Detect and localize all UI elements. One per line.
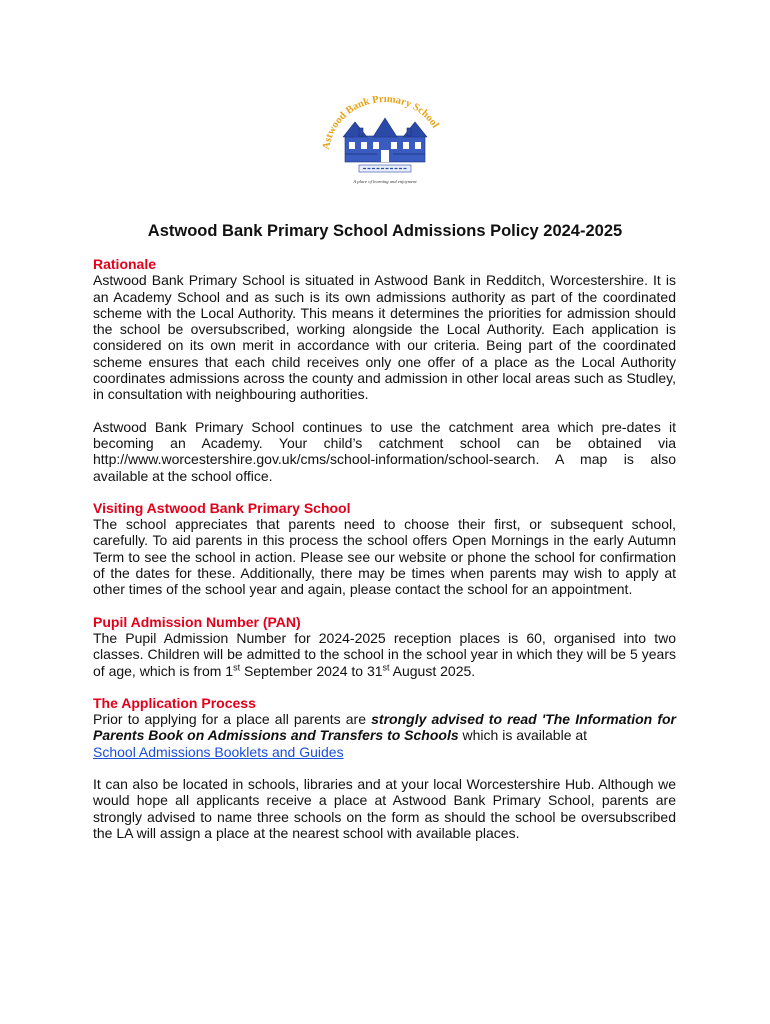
section-rationale bbox=[93, 256, 676, 484]
pan-heading: Pupil Admission Number (PAN) bbox=[93, 613, 301, 630]
page-title: Astwood Bank Primary School Admissions Policy 2024-2025 bbox=[147, 222, 623, 240]
application-heading: The Application Process bbox=[93, 694, 256, 711]
visiting-paragraph: The school appreciates that parents need to choose their first, or subsequent school, carefully. To aid parents in this process the school offers Open Mornings in the early Autumn Term to see the school in action. Please see our website or phone the school for confirmation of the dates for these. Additionally, there may be times when parents may wish to apply at other times of the school year and again, please contact the school for an appointment. bbox=[93, 516, 676, 598]
pan-text-3: August 2025. bbox=[389, 662, 476, 679]
pan-paragraph bbox=[93, 630, 676, 679]
application-text-after: which is available at bbox=[458, 727, 588, 744]
admissions-booklets-link[interactable]: School Admissions Booklets and Guides bbox=[93, 743, 344, 760]
pan-text-2: September 2024 to 31 bbox=[240, 662, 383, 679]
svg-text:A place of learning and enjoym: A place of learning and enjoyment bbox=[353, 179, 417, 184]
application-paragraph-2: It can also be located in schools, libraries and at your local Worcestershire Hub. Although we would hope all applicants receive a place at Astwood Bank Primary School, parents are strongly advised to name three schools on the form as should the school be oversubscribed the LA will assign a place at the nearest school with available places. bbox=[93, 776, 676, 841]
visiting-heading: Visiting Astwood Bank Primary School bbox=[93, 499, 351, 516]
section-visiting bbox=[93, 500, 676, 598]
rationale-paragraph-1: Astwood Bank Primary School is situated in Astwood Bank in Redditch, Worcestershire. It is an Academy School and as such is its own admissions authority as part of the coordinated scheme with the Local Authority. This means it determines the priorities for admission should the school be oversubscribed, working alongside the Local Authority. Each application is considered on its own merit in accordance with our criteria. Being part of the coordinated scheme ensures that each child receives only one offer of a place as the Local Authority coordinates admissions across the county and admission in other local areas such as Studley, in consultation with neighbouring authorities. bbox=[93, 272, 676, 403]
pan-text-1: The Pupil Admission Number for 2024-2025 reception places is 60, organised into two classes. Children will be admitted to the school in the school year in which they will be 5 years of age, which is from 1 bbox=[93, 629, 676, 679]
school-crest-image bbox=[315, 96, 455, 192]
application-emphasis: strongly advised to read 'The Information for Parents Book on Admissions and Transfers to Schools bbox=[93, 711, 676, 744]
pan-superscript-2: st bbox=[382, 661, 390, 672]
school-logo bbox=[315, 96, 455, 192]
application-paragraph-1 bbox=[93, 711, 676, 760]
pan-superscript-1: st bbox=[233, 661, 241, 672]
svg-text:Astwood Bank Primary School: Astwood Bank Primary School bbox=[321, 96, 441, 151]
section-application bbox=[93, 695, 676, 841]
policy-body bbox=[93, 256, 676, 857]
rationale-paragraph-2: Astwood Bank Primary School continues to use the catchment area which pre-dates it becoming an Academy. Your child’s catchment school can be obtained via http://www.worcestershire.gov.uk/cms/school-information/school-search. A map is also available at the school office. bbox=[93, 418, 676, 484]
section-pan bbox=[93, 614, 676, 679]
application-text-before: Prior to applying for a place all parents are bbox=[93, 711, 372, 728]
rationale-heading: Rationale bbox=[93, 256, 157, 272]
